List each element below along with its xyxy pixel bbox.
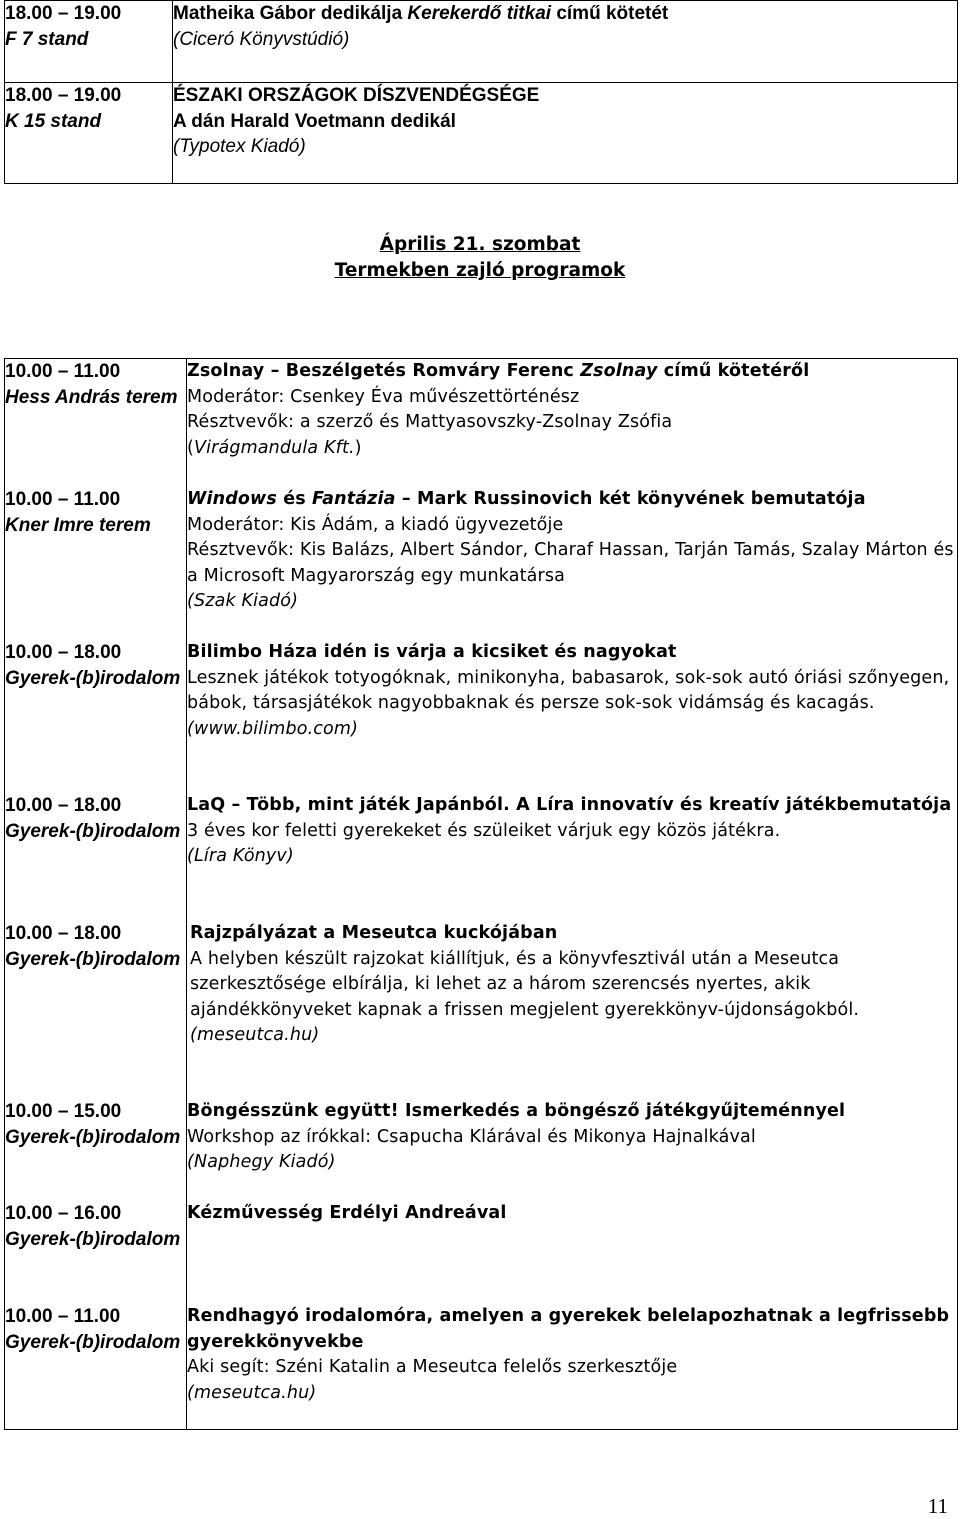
location: Kner Imre terem xyxy=(5,514,151,536)
time-cell xyxy=(5,1,173,83)
publisher: (Ciceró Könyvstúdió) xyxy=(173,28,350,50)
slot xyxy=(5,793,186,921)
location: Hess András terem xyxy=(5,386,178,408)
event-detail: Résztvevők: a szerző és Mattyasovszky-Zsolnay Zsófia xyxy=(187,412,673,432)
slot xyxy=(5,1201,186,1304)
event-title: Böngésszünk együtt! Ismerkedés a böngésző játékgyűjteménnyel xyxy=(187,1101,846,1121)
event-description: 3 éves kor feletti gyerekeket és szüleiket várjuk egy közös játékra. xyxy=(187,820,781,841)
location: Gyerek-(b)irodalom xyxy=(5,1228,181,1250)
event-column xyxy=(187,359,958,1430)
event-description: Aki segít: Széni Katalin a Meseutca felelős szerkesztője xyxy=(187,1357,678,1377)
event-description: Workshop az írókkal: Csapucha Klárával és Mikonya Hajnalkával xyxy=(187,1126,756,1147)
event-title: ÉSZAKI ORSZÁGOK DÍSZVENDÉGSÉGE xyxy=(173,85,540,106)
time-range: 10.00 – 18.00 xyxy=(5,923,122,944)
table-row xyxy=(5,83,958,184)
event-entry xyxy=(187,1304,957,1429)
event-title: Windows és Fantázia – Mark Russinovich két könyvének bemutatója xyxy=(187,489,866,509)
location: K 15 stand xyxy=(5,110,102,132)
table-row xyxy=(5,1,958,83)
slot xyxy=(5,487,186,640)
event-entry xyxy=(187,921,957,1099)
event-description: A helyben készült rajzokat kiállítjuk, és a könyvfesztivál után a Meseutca szerkesztősége elbírálja, ki lehet az a három szerencsés nyertes, akik ajándékkönyveket kapnak a frissen megjelent gyerekkönyv-újdonságokból. xyxy=(190,948,860,1020)
slot xyxy=(5,640,186,793)
event-detail: Moderátor: Kis Ádám, a kiadó ügyvezetője xyxy=(187,514,564,535)
publisher: (Szak Kiadó) xyxy=(187,591,299,611)
event-schedule-table xyxy=(4,358,958,1430)
slot xyxy=(5,1099,186,1201)
time-column xyxy=(5,359,187,1430)
time-range: 10.00 – 18.00 xyxy=(5,795,122,816)
publisher: (Virágmandula Kft.) xyxy=(187,437,362,458)
event-title: Zsolnay – Beszélgetés Romváry Ferenc Zsolnay című kötetéről xyxy=(187,361,810,381)
table-row xyxy=(5,359,958,1430)
event-title: Rajzpályázat a Meseutca kuckójában xyxy=(190,923,558,943)
location: Gyerek-(b)irodalom xyxy=(5,820,181,842)
event-entry xyxy=(187,1099,957,1201)
event-title: Kézművesség Erdélyi Andreával xyxy=(187,1203,507,1223)
day-subtitle: Termekben zajló programok xyxy=(334,260,626,281)
time-range: 18.00 – 19.00 xyxy=(5,3,122,24)
slot xyxy=(5,1304,186,1429)
event-entry xyxy=(187,793,957,921)
location: Gyerek-(b)irodalom xyxy=(5,1331,181,1353)
event-subtitle: A dán Harald Voetmann dedikál xyxy=(173,110,456,132)
event-entry xyxy=(187,640,957,793)
event-cell xyxy=(173,83,958,184)
top-schedule-table xyxy=(4,0,958,184)
time-range: 10.00 – 15.00 xyxy=(5,1101,122,1122)
event-entry xyxy=(187,1201,957,1304)
event-title: Matheika Gábor dedikálja Kerekerdő titkai című kötetét xyxy=(173,3,669,24)
time-range: 10.00 – 11.00 xyxy=(5,489,121,510)
publisher: (meseutca.hu) xyxy=(190,1025,320,1045)
location: Gyerek-(b)irodalom xyxy=(5,948,181,970)
event-title: LaQ – Több, mint játék Japánból. A Líra innovatív és kreatív játékbemutatója xyxy=(187,795,952,815)
event-description: Lesznek játékok totyogóknak, minikonyha, babasarok, sok-sok autó óriási szőnyegen, bábok, társasjátékok nagyobbaknak és persze sok-sok vidámság és kacagás. xyxy=(187,667,950,713)
event-entry xyxy=(187,359,957,487)
slot xyxy=(5,921,186,1099)
time-range: 10.00 – 11.00 xyxy=(5,361,121,382)
event-title: Rendhagyó irodalomóra, amelyen a gyerekek belelapozhatnak a legfrissebb gyerekkönyvekbe xyxy=(187,1306,950,1352)
event-title: Bilimbo Háza idén is várja a kicsiket és nagyokat xyxy=(187,642,677,662)
location: F 7 stand xyxy=(5,28,89,50)
time-cell xyxy=(5,83,173,184)
day-date: Április 21. szombat xyxy=(379,234,581,255)
event-detail: Moderátor: Csenkey Éva művészettörténész xyxy=(187,386,580,407)
publisher: (www.bilimbo.com) xyxy=(187,718,359,739)
event-detail: Résztvevők: Kis Balázs, Albert Sándor, Charaf Hassan, Tarján Tamás, Szalay Márton és a Microsoft Magyarország egy munkatársa xyxy=(187,540,954,586)
location: Gyerek-(b)irodalom xyxy=(5,1126,181,1148)
publisher: (Typotex Kiadó) xyxy=(173,136,306,157)
publisher: (meseutca.hu) xyxy=(187,1382,317,1403)
time-range: 18.00 – 19.00 xyxy=(5,85,122,106)
slot xyxy=(5,359,186,487)
event-entry xyxy=(187,487,957,640)
publisher: (Naphegy Kiadó) xyxy=(187,1152,336,1172)
page-number: 11 xyxy=(927,1494,948,1518)
time-range: 10.00 – 16.00 xyxy=(5,1203,122,1224)
publisher: (Líra Könyv) xyxy=(187,846,294,866)
time-range: 10.00 – 18.00 xyxy=(5,642,122,663)
day-heading xyxy=(0,232,960,284)
event-cell xyxy=(173,1,958,83)
location: Gyerek-(b)irodalom xyxy=(5,667,181,689)
time-range: 10.00 – 11.00 xyxy=(5,1306,121,1327)
